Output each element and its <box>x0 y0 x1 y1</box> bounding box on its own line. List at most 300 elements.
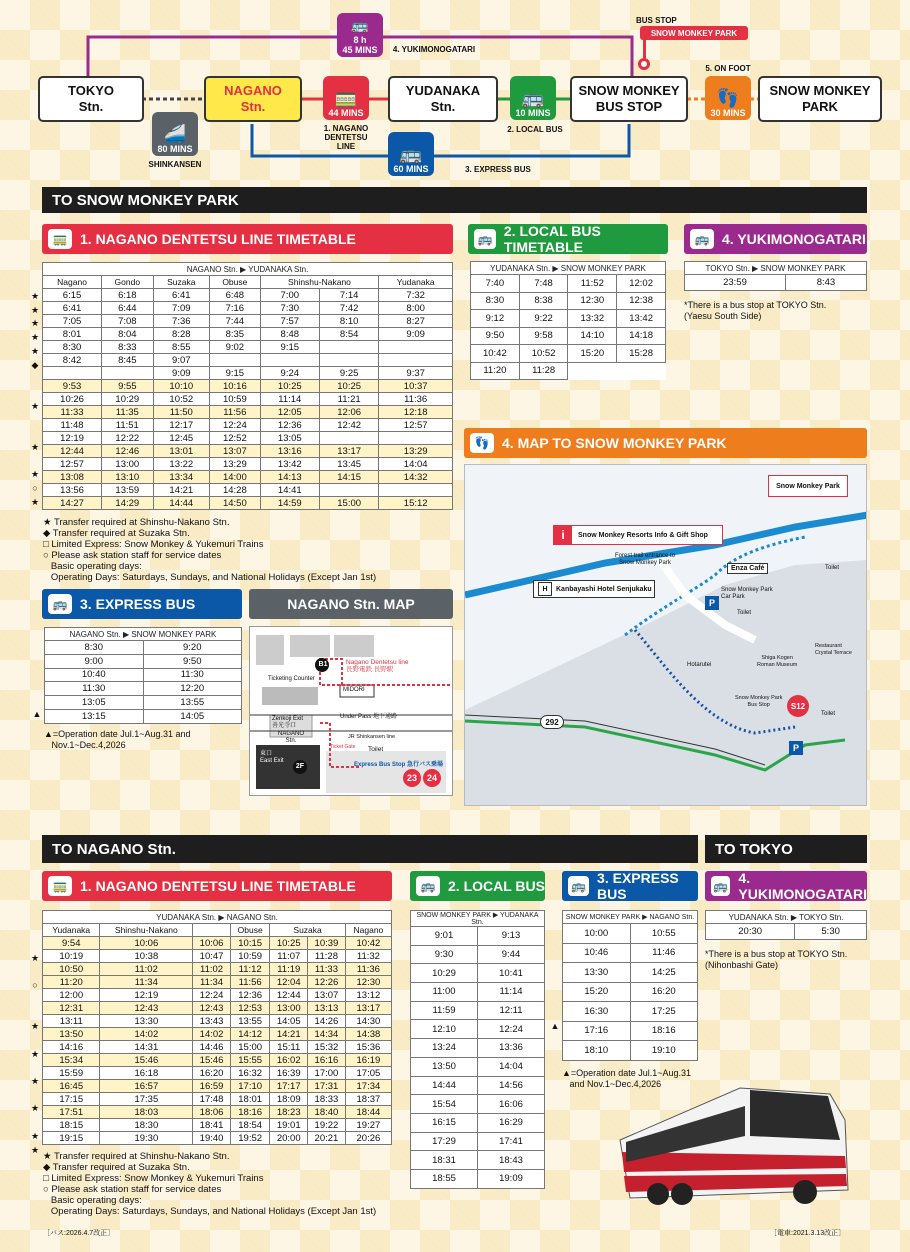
station-busstop-label: SNOW MONKEY BUS STOP <box>578 83 680 114</box>
table-row <box>43 445 453 458</box>
time-cell: 13:16 <box>260 445 319 458</box>
r4-arr: 5:30 <box>795 924 867 940</box>
time-cell: 9:53 <box>43 380 102 393</box>
time-cell: 8:27 <box>379 315 453 328</box>
time-cell: 9:09 <box>153 367 210 380</box>
time-cell: 13:08 <box>43 471 102 484</box>
time-cell: 7:57 <box>260 315 319 328</box>
map-toilet-1: Toilet <box>737 610 752 616</box>
nmap-line: Nagano Dentetsu line 長野電鉄 長野駅 <box>346 659 409 673</box>
time-cell: 12:53 <box>230 1002 269 1015</box>
time-cell: 18:31 <box>411 1151 478 1170</box>
time-cell: 10:42 <box>345 937 391 950</box>
map-info <box>553 525 723 545</box>
time-cell: 14:41 <box>260 484 319 497</box>
nmap-b1: B1 <box>318 661 328 668</box>
time-cell: 6:15 <box>43 289 102 302</box>
local-bus-icon: 🚌 10 MINS <box>510 76 556 120</box>
col-header: Obuse <box>230 924 269 937</box>
map-forest: Forest trail entrance to Snow Monkey Park <box>615 553 676 566</box>
time-cell: 7:40 <box>471 275 520 293</box>
time-cell: 10:46 <box>563 943 631 963</box>
notes-section-2 <box>43 1151 443 1217</box>
station-park <box>758 76 882 122</box>
bus-icon: 🚌 <box>48 594 72 614</box>
table-row <box>43 484 453 497</box>
time-cell: 11:36 <box>379 393 453 406</box>
t4-header <box>684 224 867 254</box>
time-cell: 11:35 <box>102 406 153 419</box>
busstop-sign: SNOW MONKEY PARK <box>640 26 748 40</box>
time-cell: 16:20 <box>630 982 698 1002</box>
time-cell: 7:44 <box>210 315 261 328</box>
time-cell: 17:25 <box>630 1002 698 1022</box>
time-cell: 11:36 <box>345 963 391 976</box>
row-marker: ★ <box>30 400 40 411</box>
table-row <box>563 1041 698 1061</box>
map-stop: Snow Monkey Park Bus Stop <box>735 695 783 708</box>
time-cell: 14:31 <box>100 1041 193 1054</box>
time-cell: 8:10 <box>319 315 378 328</box>
table-row <box>43 406 453 419</box>
time-cell: 9:37 <box>379 367 453 380</box>
table-row <box>43 354 453 367</box>
t1-table <box>42 262 453 510</box>
time-cell: 14:05 <box>143 709 242 723</box>
time-cell: 13:45 <box>319 458 378 471</box>
time-cell: 12:06 <box>319 406 378 419</box>
time-cell: 17:31 <box>308 1080 346 1093</box>
time-cell: 8:30 <box>471 292 520 310</box>
time-cell: 13:00 <box>270 1002 308 1015</box>
t4-arr: 8:43 <box>785 275 866 291</box>
note-line: ★ Transfer required at Shinshu-Nakano Stn. <box>43 517 230 528</box>
time-cell: 9:09 <box>379 328 453 341</box>
r3-table <box>562 910 698 1061</box>
t1-header <box>42 224 453 254</box>
table-row <box>45 696 242 710</box>
time-cell: 14:04 <box>379 458 453 471</box>
table-row <box>43 367 453 380</box>
table-row <box>43 989 392 1002</box>
station-yudanaka <box>388 76 498 122</box>
map-s12: S12 <box>787 695 809 717</box>
time-cell: 10:50 <box>43 963 100 976</box>
table-row <box>43 432 453 445</box>
time-cell <box>319 341 378 354</box>
bus-icon: 🚌 <box>416 876 440 896</box>
time-cell: 8:48 <box>260 328 319 341</box>
nmap-east: 東口 East Exit <box>260 751 284 764</box>
r4-title: 4. YUKIMONOGATARI <box>738 870 867 902</box>
time-cell: 14:56 <box>478 1076 545 1095</box>
t3-table <box>44 627 242 724</box>
time-cell <box>319 484 378 497</box>
map-hotel-label: Kanbayashi Hotel Senjukaku <box>556 585 652 593</box>
time-cell: 12:19 <box>100 989 193 1002</box>
time-cell: 15:20 <box>563 982 631 1002</box>
time-cell: 12:24 <box>210 419 261 432</box>
time-cell: 13:42 <box>617 310 666 328</box>
nmap-zenkoji: Zenkoji Exit 善光寺口 <box>272 716 304 729</box>
time-cell: 17:41 <box>478 1132 545 1151</box>
t2-route: YUDANAKA Stn. ▶ SNOW MONKEY PARK <box>471 262 666 275</box>
table-row <box>43 1041 392 1054</box>
time-cell: 18:01 <box>230 1093 269 1106</box>
time-cell: 14:21 <box>270 1028 308 1041</box>
time-cell: 9:58 <box>519 327 568 345</box>
table-row <box>45 668 242 682</box>
time-cell: 14:15 <box>319 471 378 484</box>
row-marker: ★ <box>30 1048 40 1059</box>
notes-section-1 <box>43 517 443 583</box>
t2-table <box>470 261 666 380</box>
time-cell: 10:47 <box>193 950 231 963</box>
time-cell: 10:00 <box>563 924 631 944</box>
section-to-tokyo: TO TOKYO <box>705 835 867 863</box>
time-cell: 12:05 <box>260 406 319 419</box>
r4-route: YUDANAKA Stn. ▶ TOKYO Stn. <box>706 911 867 924</box>
time-cell: 15:34 <box>43 1054 100 1067</box>
time-cell: 9:15 <box>260 341 319 354</box>
time-cell: 14:27 <box>43 497 102 510</box>
time-cell: 7:00 <box>260 289 319 302</box>
time-cell: 6:18 <box>102 289 153 302</box>
row-marker: ★ <box>30 1076 40 1086</box>
time-cell: 17:15 <box>43 1093 100 1106</box>
footprints-icon: 👣 <box>470 433 494 453</box>
time-cell: 14:00 <box>210 471 261 484</box>
t3-header <box>42 589 242 619</box>
time-cell: 16:59 <box>193 1080 231 1093</box>
time-cell: 18:16 <box>630 1021 698 1041</box>
row-marker: ○ <box>32 980 38 991</box>
express-label: 3. EXPRESS BUS <box>465 165 531 174</box>
time-cell: 18:41 <box>193 1119 231 1132</box>
time-cell: 12:11 <box>478 1001 545 1020</box>
time-cell: 12:04 <box>270 976 308 989</box>
time-cell: 17:35 <box>100 1093 193 1106</box>
time-cell: 18:15 <box>43 1119 100 1132</box>
note-line: Operating Days: Saturdays, Sundays, and National Holidays (Except Jan 1st) <box>43 1206 377 1217</box>
table-row <box>563 1002 698 1022</box>
row-marker: ★ <box>30 345 40 356</box>
station-park-label: SNOW MONKEY PARK <box>769 83 871 114</box>
table-row <box>411 1113 545 1132</box>
time-cell: 7:14 <box>319 289 378 302</box>
time-cell: 11:28 <box>519 362 568 380</box>
time-cell: 16:06 <box>478 1095 545 1114</box>
bus-icon: 🚌 <box>711 876 730 896</box>
time-cell: 14:16 <box>43 1041 100 1054</box>
t1-title: 1. NAGANO DENTETSU LINE TIMETABLE <box>80 231 356 247</box>
time-cell: 13:29 <box>379 445 453 458</box>
time-cell <box>379 484 453 497</box>
row-marker: ★ <box>30 1130 40 1141</box>
time-cell: 7:05 <box>43 315 102 328</box>
time-cell: 9:54 <box>43 937 100 950</box>
time-cell: 19:30 <box>100 1132 193 1145</box>
time-cell: 7:48 <box>519 275 568 293</box>
table-row <box>411 1169 545 1188</box>
busstop-title: BUS STOP <box>636 16 677 25</box>
col-header: Suzaka <box>270 924 345 937</box>
time-cell: 14:44 <box>153 497 210 510</box>
time-cell: 10:59 <box>210 393 261 406</box>
note-line: □ Limited Express: Snow Monkey & Yukemuri Trains <box>43 539 264 550</box>
time-cell: 14:02 <box>100 1028 193 1041</box>
time-cell: 13:34 <box>153 471 210 484</box>
time-cell: 13:11 <box>43 1015 100 1028</box>
time-cell: 12:57 <box>43 458 102 471</box>
time-cell: 18:43 <box>478 1151 545 1170</box>
time-cell: 9:02 <box>210 341 261 354</box>
row-marker: ★ <box>30 1103 40 1114</box>
r4-dep: 20:30 <box>706 924 795 940</box>
nmap-stop-24: 24 <box>426 773 437 783</box>
row-marker: ★ <box>30 291 40 301</box>
time-cell: 19:22 <box>308 1119 346 1132</box>
time-cell: 17:10 <box>230 1080 269 1093</box>
table-row <box>43 1119 392 1132</box>
table-row <box>411 1020 545 1039</box>
time-cell: 17:17 <box>270 1080 308 1093</box>
time-cell: 15:36 <box>345 1041 391 1054</box>
time-cell: 13:50 <box>43 1028 100 1041</box>
time-cell: 15:12 <box>379 497 453 510</box>
time-cell: 16:16 <box>308 1054 346 1067</box>
time-cell: 13:05 <box>260 432 319 445</box>
table-row <box>411 1151 545 1170</box>
table-row <box>45 641 242 655</box>
empty-cell <box>568 362 666 380</box>
table-row <box>43 963 392 976</box>
time-cell: 12:24 <box>478 1020 545 1039</box>
time-cell: 15:55 <box>230 1054 269 1067</box>
station-tokyo-label: TOKYO Stn. <box>68 83 114 114</box>
time-cell: 12:30 <box>345 976 391 989</box>
time-cell: 13:36 <box>478 1039 545 1058</box>
time-cell: 10:40 <box>45 668 144 682</box>
time-cell: 18:09 <box>270 1093 308 1106</box>
time-cell: 18:54 <box>230 1119 269 1132</box>
time-cell: 10:37 <box>379 380 453 393</box>
table-row <box>43 471 453 484</box>
time-cell: 16:15 <box>411 1113 478 1132</box>
table-row <box>411 1095 545 1114</box>
time-cell: 10:25 <box>270 937 308 950</box>
time-cell: 18:23 <box>270 1106 308 1119</box>
t3-route: NAGANO Stn. ▶ SNOW MONKEY PARK <box>45 628 242 641</box>
time-cell: 13:43 <box>193 1015 231 1028</box>
time-cell: 9:25 <box>319 367 378 380</box>
table-row <box>43 341 453 354</box>
yuki-label: 4. YUKIMONOGATARI <box>392 45 476 54</box>
time-cell: 14:05 <box>270 1015 308 1028</box>
r3-note: ▲=Operation date Jul.1~Aug.31 and Nov.1~Dec.4,2026 <box>562 1068 691 1089</box>
station-nagano <box>204 76 302 122</box>
time-cell: 6:44 <box>102 302 153 315</box>
col-header: Obuse <box>210 276 261 289</box>
t4-title: 4. YUKIMONOGATARI <box>722 231 866 247</box>
time-cell: 7:36 <box>153 315 210 328</box>
table-row <box>43 1028 392 1041</box>
table-row <box>43 1132 392 1145</box>
time-cell: 10:19 <box>43 950 100 963</box>
table-row <box>43 1093 392 1106</box>
time-cell: 9:44 <box>478 945 545 964</box>
time-cell: 14:26 <box>308 1015 346 1028</box>
row-marker: ★ <box>30 496 40 507</box>
time-cell: 15:28 <box>617 345 666 363</box>
time-cell: 17:51 <box>43 1106 100 1119</box>
info-icon: i <box>554 526 572 544</box>
time-cell: 12:19 <box>43 432 102 445</box>
time-cell: 14:29 <box>102 497 153 510</box>
time-cell: 13:32 <box>568 310 617 328</box>
table-row <box>43 458 453 471</box>
time-cell: 12:52 <box>210 432 261 445</box>
time-cell: 12:57 <box>379 419 453 432</box>
time-cell: 12:42 <box>319 419 378 432</box>
time-cell: 11:07 <box>270 950 308 963</box>
time-cell: 14:30 <box>345 1015 391 1028</box>
time-cell: 19:52 <box>230 1132 269 1145</box>
table-row <box>563 1021 698 1041</box>
hotel-icon: H <box>538 582 552 596</box>
nmap-2f: 2F <box>295 763 305 770</box>
row-marker: ▲ <box>32 709 42 719</box>
time-cell: 10:25 <box>260 380 319 393</box>
time-cell: 8:33 <box>102 341 153 354</box>
table-row <box>563 943 698 963</box>
time-cell <box>319 432 378 445</box>
time-cell: 12:44 <box>43 445 102 458</box>
time-cell: 8:55 <box>153 341 210 354</box>
time-cell: 9:07 <box>153 354 210 367</box>
time-cell: 11:56 <box>210 406 261 419</box>
t3-title: 3. EXPRESS BUS <box>80 596 196 612</box>
time-cell: 18:44 <box>345 1106 391 1119</box>
time-cell: 11:19 <box>270 963 308 976</box>
time-cell: 16:18 <box>100 1067 193 1080</box>
bus-icon: 🚌 <box>690 229 714 249</box>
time-cell: 8:42 <box>43 354 102 367</box>
time-cell <box>260 354 319 367</box>
time-cell: 13:29 <box>210 458 261 471</box>
time-cell: 18:10 <box>563 1041 631 1061</box>
table-row <box>563 982 698 1002</box>
table-row <box>411 1057 545 1076</box>
time-cell: 9:22 <box>519 310 568 328</box>
time-cell: 9:00 <box>45 654 144 668</box>
map-park: Snow Monkey Park <box>768 475 848 497</box>
time-cell: 19:10 <box>630 1041 698 1061</box>
time-cell: 13:07 <box>210 445 261 458</box>
time-cell: 12:36 <box>260 419 319 432</box>
footer-right: ［電車:2021.3.13改正］ <box>770 1230 846 1237</box>
table-row <box>43 380 453 393</box>
time-cell: 12:45 <box>153 432 210 445</box>
table-row <box>43 302 453 315</box>
time-cell: 18:37 <box>345 1093 391 1106</box>
time-cell: 17:29 <box>411 1132 478 1151</box>
time-cell: 15:54 <box>411 1095 478 1114</box>
time-cell: 19:27 <box>345 1119 391 1132</box>
time-cell: 20:26 <box>345 1132 391 1145</box>
time-cell: 16:39 <box>270 1067 308 1080</box>
row-marker: ★ <box>30 441 40 452</box>
table-row <box>411 927 545 946</box>
row-marker: ★ <box>30 1144 40 1155</box>
time-cell: 7:08 <box>102 315 153 328</box>
time-cell: 12:46 <box>102 445 153 458</box>
r4-header <box>705 871 867 901</box>
time-cell: 10:29 <box>411 964 478 983</box>
time-cell: 9:50 <box>143 654 242 668</box>
time-cell: 14:12 <box>230 1028 269 1041</box>
note-line: Operating Days: Saturdays, Sundays, and National Holidays (Except Jan 1st) <box>43 572 377 583</box>
table-row <box>43 1002 392 1015</box>
row-marker: ★ <box>30 318 40 329</box>
map-toilet-2: Toilet <box>825 565 840 571</box>
time-cell: 11:02 <box>193 963 231 976</box>
time-cell: 10:06 <box>100 937 193 950</box>
time-cell: 15:11 <box>270 1041 308 1054</box>
note-line: □ Limited Express: Snow Monkey & Yukemuri Trains <box>43 1173 264 1184</box>
t1-route: NAGANO Stn. ▶ YUDANAKA Stn. <box>43 263 453 276</box>
time-cell: 18:55 <box>411 1169 478 1188</box>
time-cell: 13:55 <box>143 696 242 710</box>
section-to-nagano: TO NAGANO Stn. <box>42 835 698 863</box>
r2-header <box>410 871 545 901</box>
time-cell: 12:20 <box>143 682 242 696</box>
time-cell: 11:20 <box>43 976 100 989</box>
nmap-header <box>249 589 453 619</box>
express-bus-icon: 🚌 60 MINS <box>388 132 434 176</box>
busstop-pin-icon <box>638 58 650 70</box>
time-cell: 13:10 <box>102 471 153 484</box>
time-cell: 15:00 <box>319 497 378 510</box>
time-cell: 13:56 <box>43 484 102 497</box>
table-row <box>471 310 666 328</box>
time-cell: 16:29 <box>478 1113 545 1132</box>
table-row <box>471 362 666 380</box>
time-cell: 13:15 <box>45 709 144 723</box>
r1-table <box>42 910 392 1145</box>
time-cell: 7:30 <box>260 302 319 315</box>
time-cell: 15:46 <box>100 1054 193 1067</box>
table-row <box>45 654 242 668</box>
time-cell: 8:54 <box>319 328 378 341</box>
table-row <box>43 1054 392 1067</box>
table-row <box>43 1106 392 1119</box>
footer-left: ［バス:2026.4.7改正］ <box>43 1230 115 1237</box>
table-row <box>411 1039 545 1058</box>
time-cell: 18:30 <box>100 1119 193 1132</box>
station-nagano-label: NAGANO Stn. <box>224 83 282 114</box>
r1-header <box>42 871 392 901</box>
foot-label: 5. ON FOOT <box>705 64 751 73</box>
time-cell: 14:34 <box>308 1028 346 1041</box>
time-cell: 16:32 <box>230 1067 269 1080</box>
col-header: Nagano <box>43 276 102 289</box>
col-header: Shinshu-Nakano <box>260 276 379 289</box>
t4-note: *There is a bus stop at TOKYO Stn. (Yaesu South Side) <box>684 300 827 321</box>
time-cell: 8:01 <box>43 328 102 341</box>
time-cell: 7:09 <box>153 302 210 315</box>
time-cell: 11:30 <box>143 668 242 682</box>
